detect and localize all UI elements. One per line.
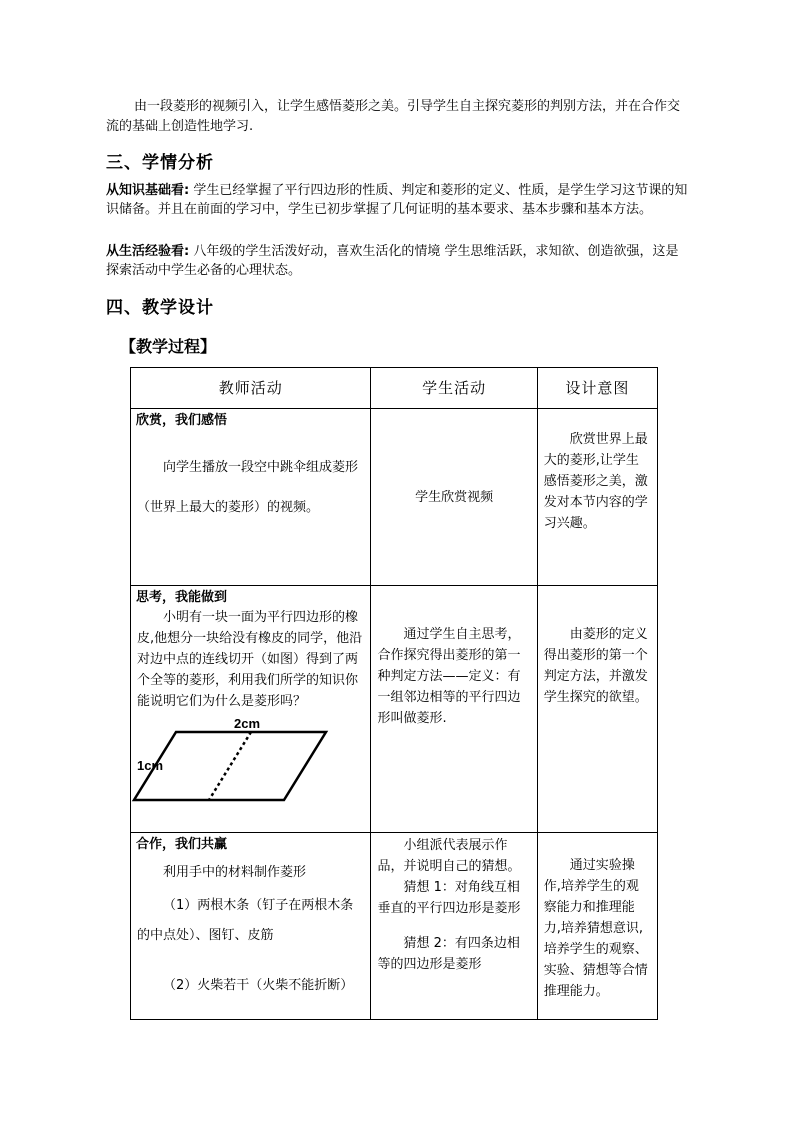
row3-student-line1: 小组派代表展示作品，并说明自己的猜想。 — [377, 838, 521, 874]
table-header-row — [131, 368, 658, 409]
diagram-side-label: 1cm — [137, 758, 164, 773]
row1-student-text: 学生欣赏视频 — [415, 489, 494, 505]
row2-student-text: 通过学生自主思考，合作探究得出菱形的第一种判定方法——定义：有一组邻边相等的平行四边形叫做菱形. — [377, 627, 521, 726]
row2-intent-text: 由菱形的定义得出菱形的第一个判定方法，并激发学生探究的欲望。 — [543, 627, 648, 705]
row2-teacher-text: 小明有一块一面为平行四边形的橡皮,他想分一块给没有橡皮的同学，他沿对边中点的连线切开（如图）得到了两个全等的菱形，利用我们所学的知识你能说明它们为什么是菱形吗？ — [137, 610, 363, 709]
diagram-top-label: 2cm — [234, 718, 261, 731]
header-design-intent: 设计意图 — [537, 368, 657, 409]
row2-intent-cell — [537, 586, 657, 833]
section-3-heading: 三、学情分析 — [106, 153, 214, 173]
row3-intent-cell — [537, 833, 657, 1020]
section-4-heading: 四、教学设计 — [106, 298, 214, 318]
midpoint-cut-line — [209, 732, 251, 800]
table-row — [131, 409, 658, 586]
life-experience-label: 从生活经验看: — [106, 244, 190, 259]
life-experience-paragraph — [106, 242, 691, 280]
knowledge-basis-paragraph — [106, 181, 691, 219]
row3-teacher-line2: （1）两根木条（钉子在两根木条的中点处）、图钉、皮筋 — [137, 898, 354, 943]
row3-teacher-cell — [131, 833, 371, 1020]
row1-intent-cell — [537, 409, 657, 586]
row3-student-line2: 猜想 1：对角线互相垂直的平行四边形是菱形 — [377, 880, 521, 916]
table-row — [131, 833, 658, 1020]
header-teacher-activity: 教师活动 — [131, 368, 371, 409]
row3-title: 合作，我们共赢 — [136, 837, 228, 852]
row1-title: 欣赏，我们感悟 — [136, 413, 228, 428]
knowledge-basis-label: 从知识基础看: — [106, 183, 190, 198]
row1-student-cell — [371, 409, 537, 586]
row2-student-cell — [371, 586, 537, 833]
row2-teacher-cell — [131, 586, 371, 833]
header-student-activity: 学生活动 — [371, 368, 537, 409]
row1-teacher-text: 向学生播放一段空中跳伞组成菱形（世界上最大的菱形）的视频。 — [137, 460, 359, 515]
row2-title: 思考，我能做到 — [136, 590, 228, 605]
life-experience-text: 八年级的学生活泼好动，喜欢生活化的情境 学生思维活跃，求知欲、创造欲强，这是探索活动中学生必备的心理状态。 — [106, 244, 679, 278]
row3-teacher-line3: （2）火柴若干（火柴不能折断） — [163, 978, 354, 993]
parallelogram-diagram — [131, 718, 359, 810]
row3-student-line3: 猜想 2：有四条边相等的四边形是菱形 — [377, 936, 520, 972]
teaching-process-table — [130, 367, 658, 1020]
row3-student-cell — [371, 833, 537, 1020]
intro-paragraph: 由一段菱形的视频引入，让学生感悟菱形之美。引导学生自主探究菱形的判别方法，并在合作交流的基础上创造性地学习. — [106, 99, 681, 134]
row3-teacher-line1: 利用手中的材料制作菱形 — [163, 865, 307, 880]
row3-intent-text: 通过实验操作,培养学生的观察能力和推理能力,培养猜想意识,培养学生的观察、实验、猜想等合情推理能力。 — [543, 858, 648, 999]
knowledge-basis-text: 学生已经掌握了平行四边形的性质、判定和菱形的定义、性质，是学生学习这节课的知识储备。并且在前面的学习中，学生已初步掌握了几何证明的基本要求、基本步骤和基本方法。 — [106, 183, 688, 217]
row1-teacher-cell — [131, 409, 371, 586]
row1-intent-text: 欣赏世界上最大的菱形,让学生感悟菱形之美，激发对本节内容的学习兴趣。 — [543, 432, 648, 531]
table-row — [131, 586, 658, 833]
teaching-process-heading: 【教学过程】 — [120, 337, 217, 356]
